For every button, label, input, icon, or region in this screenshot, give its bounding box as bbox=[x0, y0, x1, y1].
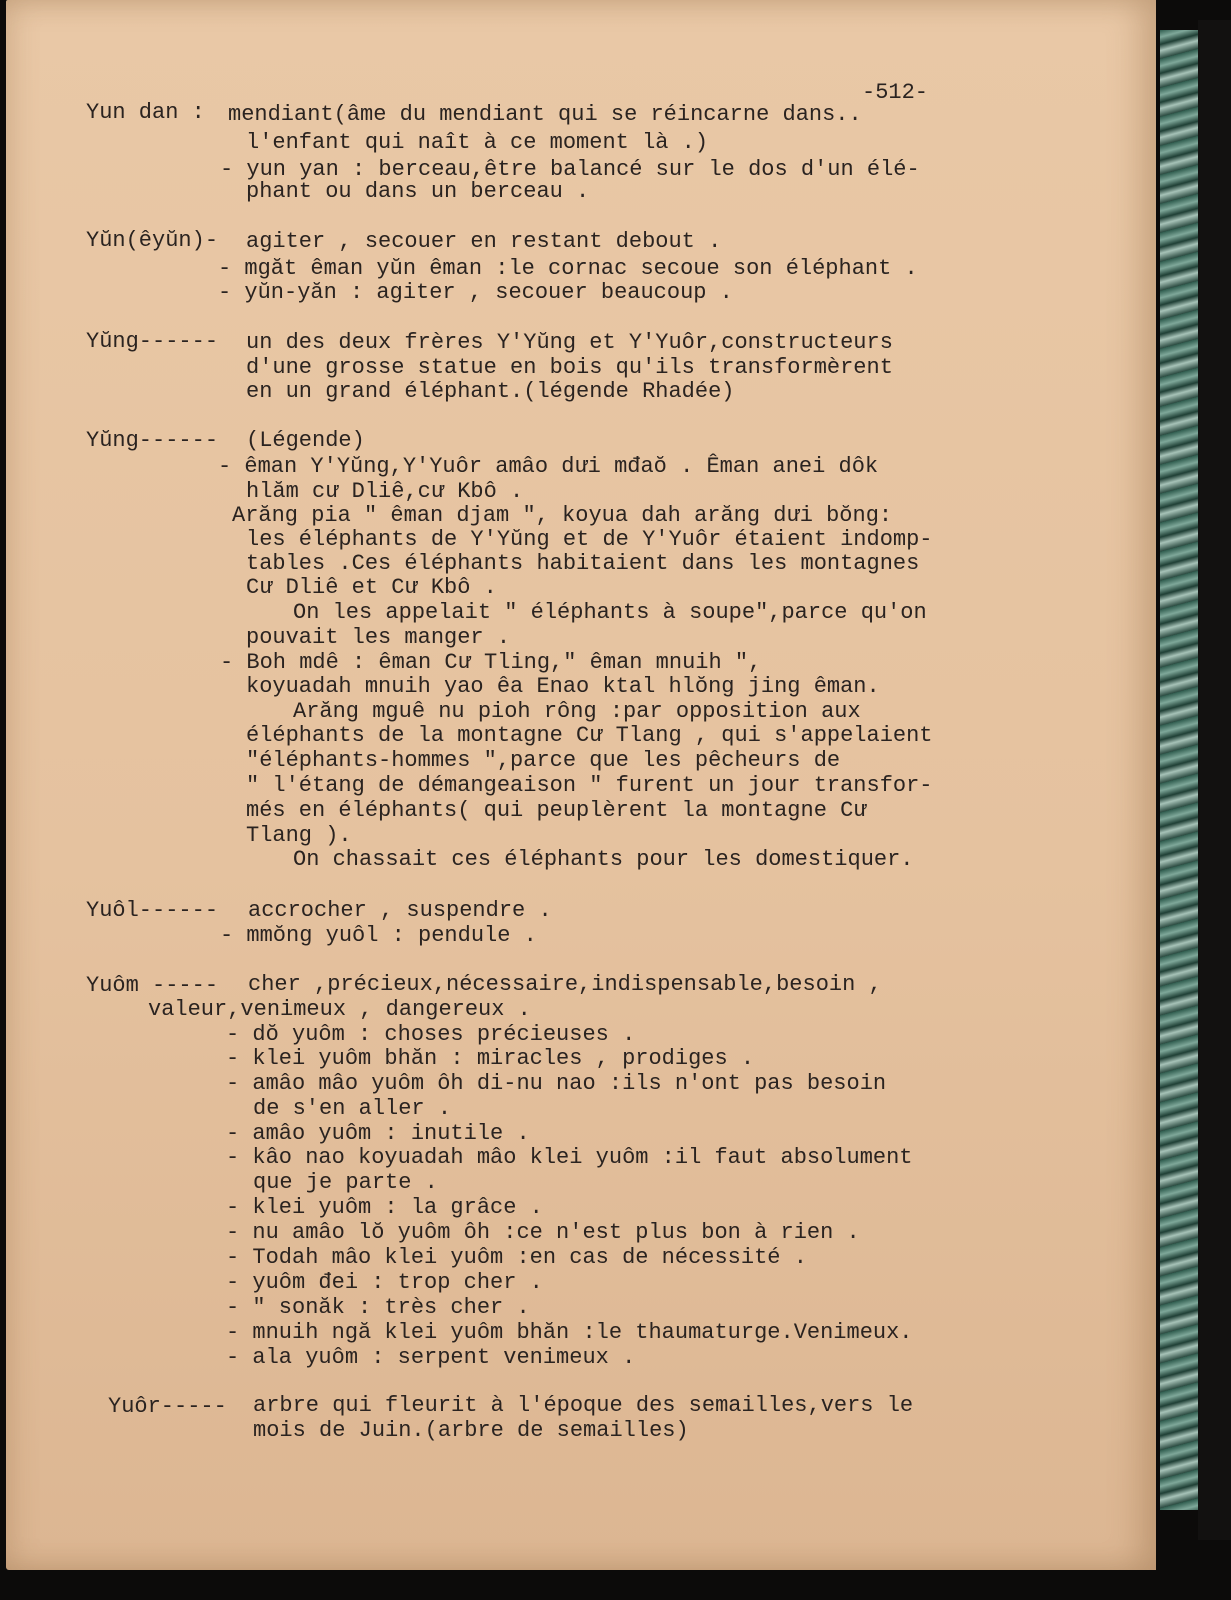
entry-line: phant ou dans un berceau . bbox=[246, 179, 590, 204]
entry-headword: Yŭng------ bbox=[86, 428, 219, 453]
entry-headword: Yun dan : bbox=[86, 100, 205, 125]
entry-line: de s'en aller . bbox=[253, 1096, 452, 1121]
entry-line: Arăng pia " êman djam ", koyua dah arăng dưi bŏng: bbox=[232, 503, 893, 528]
entry-line: On chassait ces éléphants pour les domestiquer. bbox=[293, 847, 914, 872]
entry-line: Cư Dliê et Cư Kbô . bbox=[246, 575, 497, 600]
entry-line: - êman Y'Yŭng,Y'Yuôr amâo dưi mđaŏ . Êman anei dôk bbox=[218, 454, 879, 479]
entry-line: - Todah mâo klei yuôm :en cas de nécessité . bbox=[226, 1245, 807, 1270]
entry-line: - dŏ yuôm : choses précieuses . bbox=[226, 1022, 636, 1047]
page-number: -512- bbox=[862, 80, 929, 105]
entry-line: koyuadah mnuih yao êa Enao ktal hlŏng jing êman. bbox=[246, 674, 880, 699]
entry-headword: Yuôm ----- bbox=[86, 973, 219, 998]
entry-line: - yuôm đei : trop cher . bbox=[226, 1270, 543, 1295]
entry-line: hlăm cư Dliê,cư Kbô . bbox=[246, 479, 524, 504]
entry-line: pouvait les manger . bbox=[246, 625, 511, 650]
entry-line: tables .Ces éléphants habitaient dans les montagnes bbox=[246, 551, 920, 576]
entry-line: On les appelait " éléphants à soupe",parce qu'on bbox=[293, 600, 927, 625]
entry-line: - klei yuôm : la grâce . bbox=[226, 1195, 543, 1220]
entry-line: cher ,précieux,nécessaire,indispensable,besoin , bbox=[248, 972, 882, 997]
entry-line: Tlang ). bbox=[246, 823, 352, 848]
entry-line: - kâo nao koyuadah mâo klei yuôm :il faut absolument bbox=[226, 1145, 913, 1170]
entry-line: l'enfant qui naît à ce moment là .) bbox=[246, 130, 709, 155]
entry-line: "éléphants-hommes ",parce que les pêcheurs de bbox=[246, 748, 841, 773]
entry-line: un des deux frères Y'Yŭng et Y'Yuôr,constructeurs bbox=[246, 330, 893, 355]
entry-line: d'une grosse statue en bois qu'ils transformèrent bbox=[246, 355, 893, 380]
entry-headword: Yŭn(êyŭn)- bbox=[86, 228, 219, 253]
entry-headword: Yuôr----- bbox=[108, 1394, 227, 1419]
entry-line: arbre qui fleurit à l'époque des semailles,vers le bbox=[253, 1393, 914, 1418]
entry-line: mendiant(âme du mendiant qui se réincarne dans.. bbox=[228, 102, 862, 127]
entry-line: " l'étang de démangeaison " furent un jour transfor- bbox=[246, 773, 933, 798]
entry-line: Arăng mguê nu pioh rông :par opposition aux bbox=[293, 699, 861, 724]
entry-line: - yun yan : berceau,être balancé sur le dos d'un élé- bbox=[220, 157, 920, 182]
entry-line: - mmŏng yuôl : pendule . bbox=[220, 923, 537, 948]
entry-line: les éléphants de Y'Yŭng et de Y'Yuôr étaient indomp- bbox=[246, 527, 933, 552]
entry-line: - yŭn-yăn : agiter , secouer beaucoup . bbox=[218, 280, 733, 305]
entry-line: agiter , secouer en restant debout . bbox=[246, 229, 722, 254]
entry-line: accrocher , suspendre . bbox=[248, 898, 552, 923]
entry-line: - mgăt êman yŭn êman :le cornac secoue son éléphant . bbox=[218, 256, 918, 281]
entry-line: - Boh mdê : êman Cư Tling," êman mnuih ", bbox=[220, 650, 762, 675]
entry-line: - " sonăk : très cher . bbox=[226, 1295, 530, 1320]
entry-line: més en éléphants( qui peuplèrent la montagne Cư bbox=[246, 798, 867, 823]
entry-headword: Yŭng------ bbox=[86, 329, 219, 354]
entry-line: - ala yuôm : serpent venimeux . bbox=[226, 1345, 636, 1370]
entry-line: éléphants de la montagne Cư Tlang , qui s'appelaient bbox=[246, 723, 933, 748]
entry-line: - amâo yuôm : inutile . bbox=[226, 1121, 530, 1146]
entry-line: - nu amâo lŏ yuôm ôh :ce n'est plus bon à rien . bbox=[226, 1220, 860, 1245]
entry-line: - klei yuôm bhăn : miracles , prodiges . bbox=[226, 1046, 755, 1071]
entry-line: mois de Juin.(arbre de semailles) bbox=[253, 1418, 689, 1443]
entry-line: (Légende) bbox=[246, 428, 365, 453]
book-cover-edge bbox=[1198, 20, 1231, 1540]
marbled-binding bbox=[1156, 30, 1202, 1510]
entry-line: que je parte . bbox=[253, 1170, 438, 1195]
entry-line: valeur,venimeux , dangereux . bbox=[148, 997, 531, 1022]
entry-headword: Yuôl------ bbox=[86, 898, 219, 923]
entry-line: en un grand éléphant.(légende Rhadée) bbox=[246, 379, 735, 404]
entry-line: - amâo mâo yuôm ôh di-nu nao :ils n'ont pas besoin bbox=[226, 1071, 887, 1096]
entry-line: - mnuih ngă klei yuôm bhăn :le thaumaturge.Venimeux. bbox=[226, 1320, 913, 1345]
